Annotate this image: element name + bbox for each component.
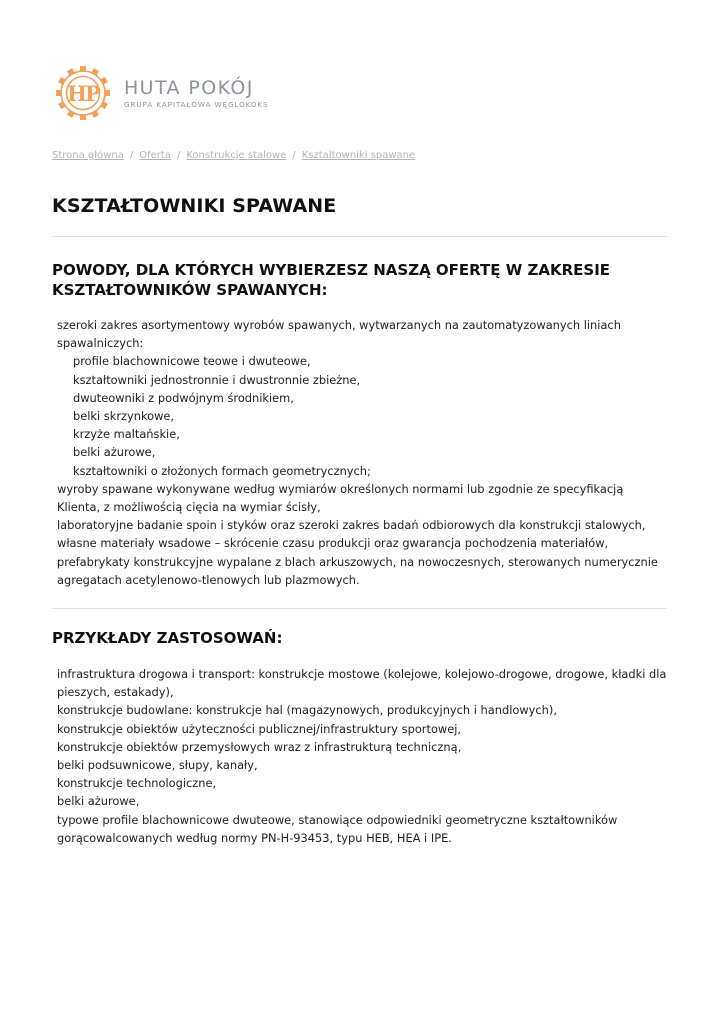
list-item: belki podsuwnicowe, słupy, kanały, [57, 758, 258, 773]
list-item: profile blachownicowe teowe i dwuteowe, [73, 354, 311, 369]
divider [52, 236, 667, 237]
list-item: krzyże maltańskie, [73, 427, 180, 442]
list-item: kształtowniki jednostronnie i dwustronnie zbieżne, [73, 372, 361, 387]
list-item: laboratoryjne badanie spoin i styków oraz szeroki zakres badań odbiorowych dla konstrukcji stalowych, [57, 518, 646, 533]
breadcrumb-steel-structures-link[interactable]: Konstrukcje stalowe [186, 150, 287, 161]
breadcrumb-separator: / [129, 150, 134, 161]
list-item: belki skrzynkowe, [73, 409, 175, 424]
breadcrumb [52, 149, 415, 163]
list-item: typowe profile blachownicowe dwuteowe, stanowiące odpowiedniki geometryczne kształtowników gorącowalcowanych według normy PN-H-93453, typu HEB, HEA i IPE. [57, 812, 618, 845]
list-item: kształtowniki o złożonych formach geometrycznych; [73, 463, 371, 478]
divider [52, 608, 667, 609]
page-title: KSZTAŁTOWNIKI SPAWANE [52, 195, 337, 217]
breadcrumb-current-page-link[interactable]: Kształtowniki spawane [301, 150, 416, 161]
breadcrumb-separator: / [292, 150, 296, 161]
company-logo[interactable] [52, 62, 272, 124]
list-item: wyroby spawane wykonywane według wymiarów określonych normami lub zgodnie ze specyfikacją Klienta, z możliwością cięcia na wymiar ścisły, [57, 481, 624, 515]
list-item: konstrukcje obiektów użyteczności publicznej/infrastruktury sportowej, [57, 721, 462, 736]
list-item: konstrukcje technologiczne, [57, 776, 217, 791]
section-heading-reasons: POWODY, DLA KTÓRYCH WYBIERZESZ NASZĄ OFERTĘ W ZAKRESIE KSZTAŁTOWNIKÓW SPAWANYCH: [52, 261, 611, 299]
list-item: belki ażurowe, [73, 445, 156, 460]
breadcrumb-separator: / [176, 150, 181, 161]
gear-logo-icon [52, 62, 120, 124]
applications-list [57, 665, 667, 847]
list-item: własne materiały wsadowe – skrócenie czasu produkcji oraz gwarancja pochodzenia materiałów, [57, 536, 609, 551]
list-item: prefabrykaty konstrukcyjne wypalane z blach arkuszowych, na nowoczesnych, sterowanych numerycznie agregatach acetylenowo-tlenowych lub plazmowych. [57, 554, 658, 587]
logo-monogram: HP [67, 81, 99, 106]
reasons-list [57, 316, 667, 589]
section-heading-applications: PRZYKŁADY ZASTOSOWAŃ: [52, 629, 283, 647]
logo-company-subtitle: GRUPA KAPITAŁOWA WĘGLOKOKS [124, 99, 269, 109]
list-item: belki ażurowe, [57, 794, 140, 809]
breadcrumb-offer-link[interactable]: Oferta [139, 150, 171, 161]
list-item: konstrukcje obiektów przemysłowych wraz z infrastrukturą techniczną, [57, 739, 462, 754]
breadcrumb-home-link[interactable]: Strona główna [52, 150, 124, 161]
logo-company-name: HUTA POKÓJ [124, 76, 254, 99]
list-item: szeroki zakres asortymentowy wyrobów spawanych, wytwarzanych na zautomatyzowanych liniach spawalniczych: [57, 318, 621, 351]
list-item: konstrukcje budowlane: konstrukcje hal (magazynowych, produkcyjnych i handlowych), [57, 703, 557, 718]
list-item: dwuteowniki z podwójnym środnikiem, [73, 390, 294, 405]
list-item: infrastruktura drogowa i transport: konstrukcje mostowe (kolejowe, kolejowo-drogowe, drogowe, kładki dla pieszych, estakady), [57, 667, 667, 700]
